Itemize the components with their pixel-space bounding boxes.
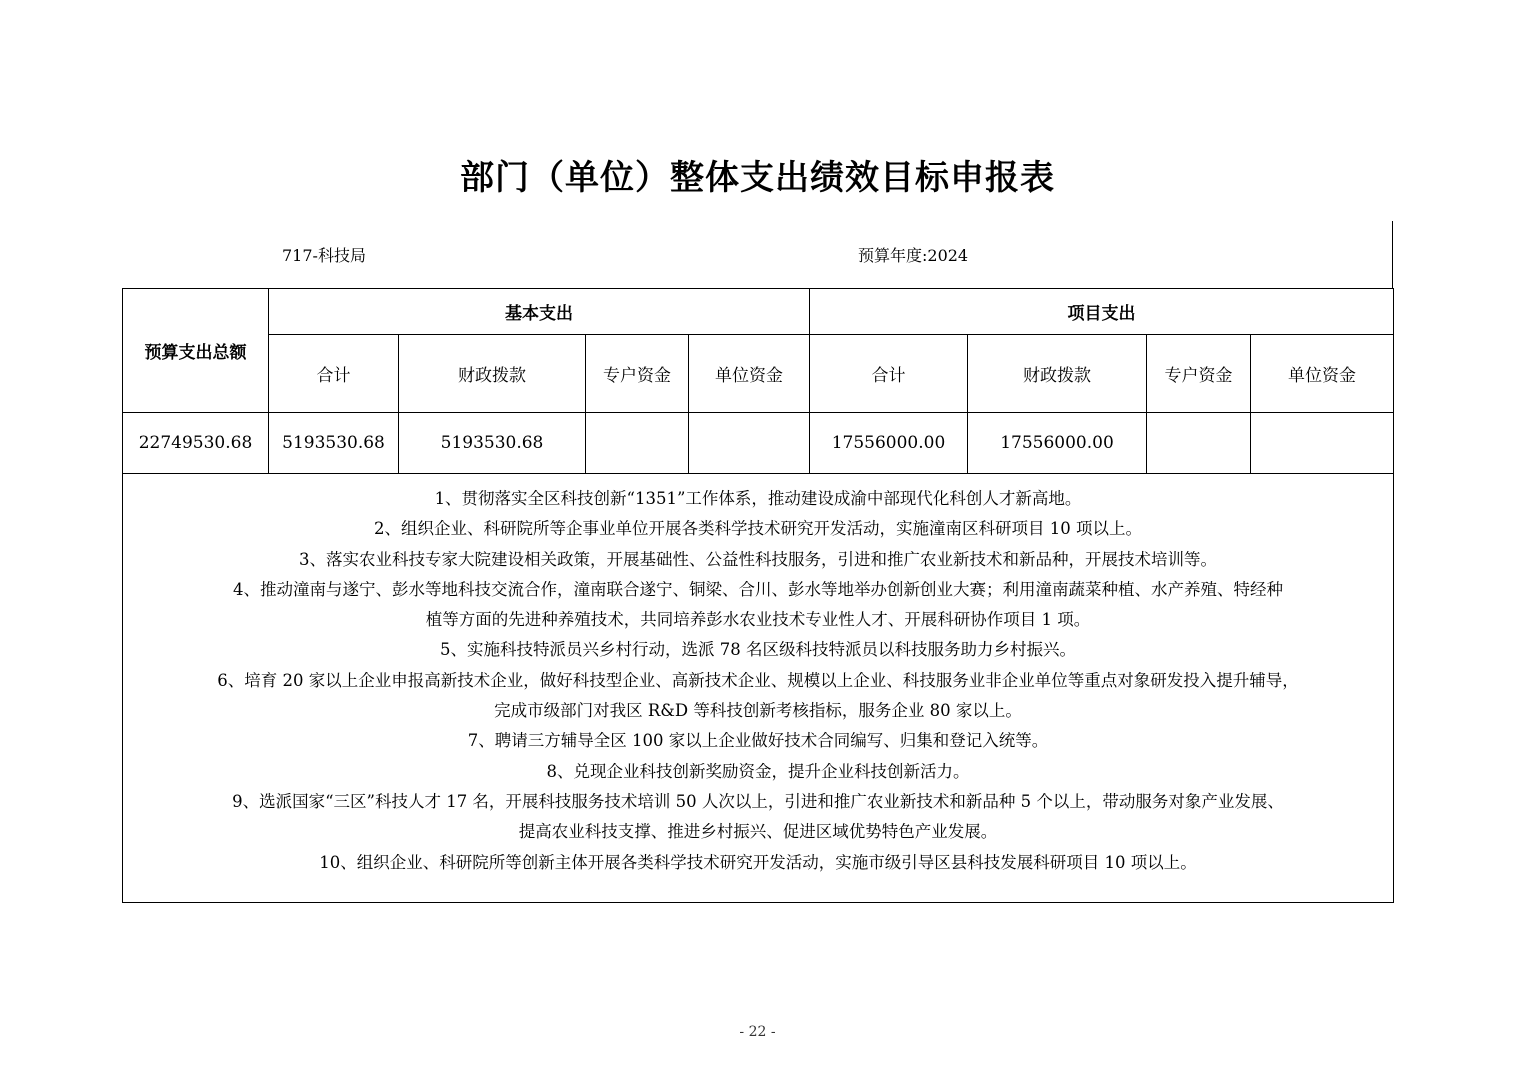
project-total-header: 合计 xyxy=(810,335,968,413)
goal-line: 完成市级部门对我区 R&D 等科技创新考核指标，服务企业 80 家以上。 xyxy=(494,701,1022,721)
basic-total-value: 5193530.68 xyxy=(269,413,399,474)
goals-row xyxy=(123,474,1394,903)
page-number: - 22 - xyxy=(739,1024,776,1040)
goal-line: 提高农业科技支撑、推进乡村振兴、促进区域优势特色产业发展。 xyxy=(518,822,998,842)
project-total-value: 17556000.00 xyxy=(810,413,968,474)
group-header-row xyxy=(123,289,1394,335)
goal-line: 4、推动潼南与遂宁、彭水等地科技交流合作，潼南联合遂宁、铜梁、合川、彭水等地举办创新创业大赛；利用潼南蔬菜种植、水产养殖、特经种 xyxy=(233,579,1283,599)
goal-line: 8、兑现企业科技创新奖励资金，提升企业科技创新活力。 xyxy=(546,761,970,781)
performance-goals xyxy=(123,474,1394,903)
goal-line: 3、落实农业科技专家大院建设相关政策，开展基础性、公益性科技服务，引进和推广农业新技术和新品种，开展技术培训等。 xyxy=(299,549,1217,569)
budget-table xyxy=(122,288,1394,903)
project-special-header: 专户资金 xyxy=(1147,335,1251,413)
basic-special-header: 专户资金 xyxy=(586,335,689,413)
project-special-value xyxy=(1147,413,1251,474)
goal-line: 6、培育 20 家以上企业申报高新技术企业，做好科技型企业、高新技术企业、规模以上企业、科技服务业非企业单位等重点对象研发投入提升辅导， xyxy=(217,670,1299,690)
budget-year-label: 预算年度:2024 xyxy=(858,246,969,265)
basic-total-header: 合计 xyxy=(269,335,399,413)
frame-right-border xyxy=(1392,221,1393,289)
goal-line: 7、聘请三方辅导全区 100 家以上企业做好技术合同编写、归集和登记入统等。 xyxy=(467,731,1049,751)
page-title: 部门（单位）整体支出绩效目标申报表 xyxy=(460,158,1055,198)
project-expenditure-header: 项目支出 xyxy=(810,289,1394,335)
goal-line: 植等方面的先进种养殖技术，共同培养彭水农业技术专业性人才、开展科研协作项目 1 项。 xyxy=(425,610,1091,630)
department-label: 717-科技局 xyxy=(282,246,366,265)
goal-line: 1、贯彻落实全区科技创新“1351”工作体系，推动建设成渝中部现代化科创人才新高地。 xyxy=(434,489,1082,508)
basic-unit-value xyxy=(689,413,810,474)
sub-header-row xyxy=(123,335,1394,413)
basic-fiscal-value: 5193530.68 xyxy=(399,413,586,474)
project-unit-header: 单位资金 xyxy=(1251,335,1394,413)
total-budget-value: 22749530.68 xyxy=(123,413,269,474)
goal-line: 10、组织企业、科研院所等创新主体开展各类科学技术研究开发活动，实施市级引导区县科技发展科研项目 10 项以上。 xyxy=(319,852,1197,872)
project-fiscal-value: 17556000.00 xyxy=(968,413,1147,474)
project-unit-value xyxy=(1251,413,1394,474)
total-budget-header: 预算支出总额 xyxy=(123,289,269,413)
basic-special-value xyxy=(586,413,689,474)
values-row xyxy=(123,413,1394,474)
goal-line: 5、实施科技特派员兴乡村行动，选派 78 名区级科技特派员以科技服务助力乡村振兴。 xyxy=(440,640,1076,660)
basic-unit-header: 单位资金 xyxy=(689,335,810,413)
goal-line: 2、组织企业、科研院所等企事业单位开展各类科学技术研究开发活动，实施潼南区科研项目 10 项以上。 xyxy=(374,519,1142,539)
project-fiscal-header: 财政拨款 xyxy=(968,335,1147,413)
basic-fiscal-header: 财政拨款 xyxy=(399,335,586,413)
goal-line: 9、选派国家“三区”科技人才 17 名，开展科技服务技术培训 50 人次以上，引进和推广农业新技术和新品种 5 个以上，带动服务对象产业发展、 xyxy=(232,791,1284,811)
basic-expenditure-header: 基本支出 xyxy=(269,289,810,335)
